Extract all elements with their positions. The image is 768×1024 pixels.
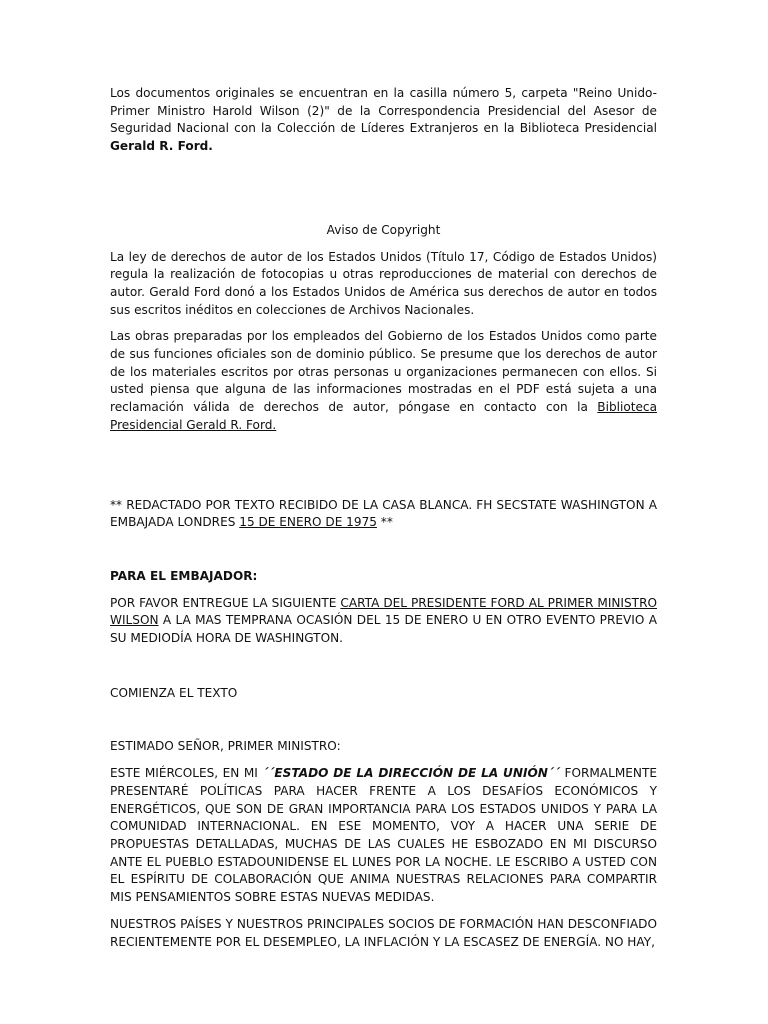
instruction-tail: A LA MAS TEMPRANA OCASIÓN DEL 15 DE ENERO U EN OTRO EVENTO PREVIO A SU MEDIODÍA HORA DE WASHINGTON. [110,613,657,646]
redacted-header-text: ** REDACTADO POR TEXTO RECIBIDO DE LA CASA BLANCA. FH SECSTATE WASHINGTON A EMBAJADA LONDRES [110,497,657,530]
letter-link[interactable]: CARTA DEL PRESIDENTE FORD AL PRIMER MINISTRO WILSON [110,595,657,628]
document-body [110,85,657,951]
intro-bold-tail: Gerald R. Ford. [110,139,213,154]
copyright-title: Aviso de Copyright [326,222,441,237]
state-of-union-emphasis: ´´ESTADO DE LA DIRECCIÓN DE LA UNIÓN´´ [262,766,560,781]
library-link[interactable]: Biblioteca Presidencial Gerald R. Ford. [110,400,657,432]
copyright-paragraph-1: La ley de derechos de autor de los Estados Unidos (Título 17, Código de Estados Unidos) regula la realización de fotocopias u otras reproducciones de material con derechos de autor. Gerald Ford donó a los Estados Unidos de América sus derechos de autor en todos sus escritos inéditos en colecciones de Archivos Nacionales. [110,249,657,317]
begin-text-marker: COMIENZA EL TEXTO [110,685,238,700]
instruction-text: POR FAVOR ENTREGUE LA SIGUIENTE [110,595,341,610]
redacted-header [110,497,657,532]
copyright-paragraph-2 [110,328,657,434]
body-paragraph-1 [110,765,657,907]
greeting: ESTIMADO SEÑOR, PRIMER MINISTRO: [110,739,341,754]
body-paragraph-1-text: ESTE MIÉRCOLES, EN MI [110,766,263,781]
date-link[interactable]: 15 DE ENERO DE 1975 [239,515,377,530]
redacted-header-tail: ** [376,515,393,530]
copyright-paragraph-2-text: Las obras preparadas por los empleados del Gobierno de los Estados Unidos como parte de sus funciones oficiales son de dominio público. Se presume que los derechos de autor de los materiales escritos por otras personas u organizaciones permanecen con ellos. Si usted piensa que alguna de las informaciones mostradas en el PDF está sujeta a una reclamación válida de derechos de autor, póngase en contacto con la [110,329,657,415]
salutation-ambassador: PARA EL EMBAJADOR: [110,568,258,583]
intro-paragraph [110,85,657,156]
body-paragraph-2: NUESTROS PAÍSES Y NUESTROS PRINCIPALES SOCIOS DE FORMACIÓN HAN DESCONFIADO RECIENTEMENTE POR EL DESEMPLEO, LA INFLACIÓN Y LA ESCASEZ DE ENERGÍA. NO HAY, [110,916,657,949]
body-paragraph-1-tail: FORMALMENTE PRESENTARÉ POLÍTICAS PARA HACER FRENTE A LOS DESAFÍOS ECONÓMICOS Y ENERGÉTICOS, QUE SON DE GRAN IMPORTANCIA PARA LOS ESTADOS UNIDOS Y PARA LA COMUNIDAD INTERNACIONAL. EN ESE MOMENTO, VOY A HACER UNA SERIE DE PROPUESTAS DETALLADAS, MUCHAS DE LAS CUALES HE ESBOZADO EN MI DISCURSO ANTE EL PUEBLO ESTADOUNIDENSE EL LUNES POR LA NOCHE. LE ESCRIBO A USTED CON EL ESPÍRITU DE COLABORACIÓN QUE ANIMA NUESTRAS RELACIONES PARA COMPARTIR MIS PENSAMIENTOS SOBRE ESTAS NUEVAS MEDIDAS. [110,766,657,905]
instruction-paragraph [110,595,657,648]
intro-text: Los documentos originales se encuentran en la casilla número 5, carpeta "Reino Unido-Primer Ministro Harold Wilson (2)" de la Correspondencia Presidencial del Asesor de Seguridad Nacional con la Colección de Líderes Extranjeros en la Biblioteca Presidencial [110,86,657,136]
